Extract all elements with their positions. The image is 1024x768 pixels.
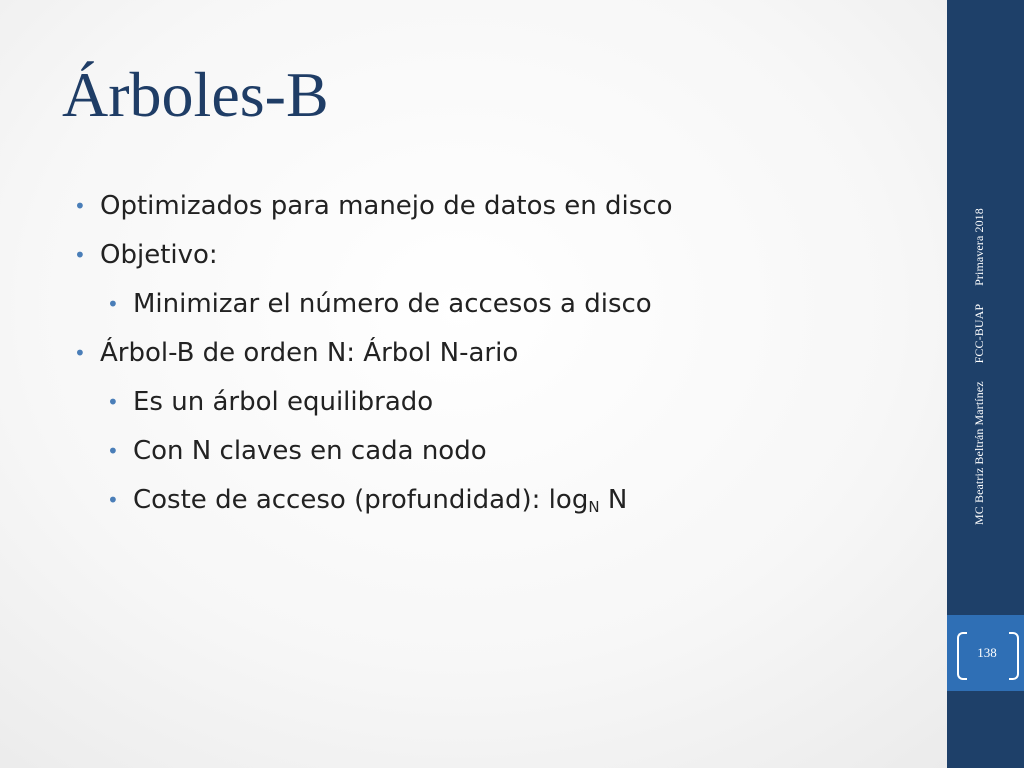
bullet-text-tail: N — [599, 485, 628, 515]
bullet-text: Optimizados para manejo de datos en disco — [100, 191, 673, 221]
bullet-item — [72, 231, 932, 280]
bullet-dot-icon: • — [107, 439, 119, 463]
bullet-text: Con N claves en cada nodo — [133, 436, 487, 466]
institution-label: FCC-BUAP — [972, 303, 986, 364]
slide-title: Árboles-B — [62, 59, 329, 130]
bullet-dot-icon: • — [74, 243, 86, 267]
bullet-text: Minimizar el número de accesos a disco — [133, 289, 652, 319]
bullet-text: Es un árbol equilibrado — [133, 387, 434, 417]
author-label: MC Beatriz Beltrán Martínez — [972, 381, 986, 525]
bullet-dot-icon: • — [74, 194, 86, 218]
bullet-item — [72, 182, 932, 231]
bullet-text: Coste de acceso (profundidad): log — [133, 485, 589, 515]
page-number: 138 — [977, 645, 997, 660]
sub-bullet-item — [72, 280, 932, 329]
log-subscript: N — [588, 498, 600, 516]
bullet-dot-icon: • — [74, 341, 86, 365]
sub-bullet-item — [72, 427, 932, 476]
sub-bullet-item — [72, 378, 932, 427]
bullet-list — [72, 182, 932, 532]
bullet-dot-icon: • — [107, 292, 119, 316]
term-label: Primavera 2018 — [972, 208, 986, 286]
bullet-text: Árbol-B de orden N: Árbol N-ario — [100, 338, 519, 368]
bullet-item — [72, 329, 932, 378]
right-bracket-icon — [1009, 632, 1019, 680]
left-bracket-icon — [957, 632, 967, 680]
sidebar-footer-text — [972, 190, 987, 525]
bullet-text: Objetivo: — [100, 240, 218, 270]
sub-bullet-item — [72, 476, 932, 532]
bullet-dot-icon: • — [107, 390, 119, 414]
bullet-dot-icon: • — [107, 488, 119, 512]
